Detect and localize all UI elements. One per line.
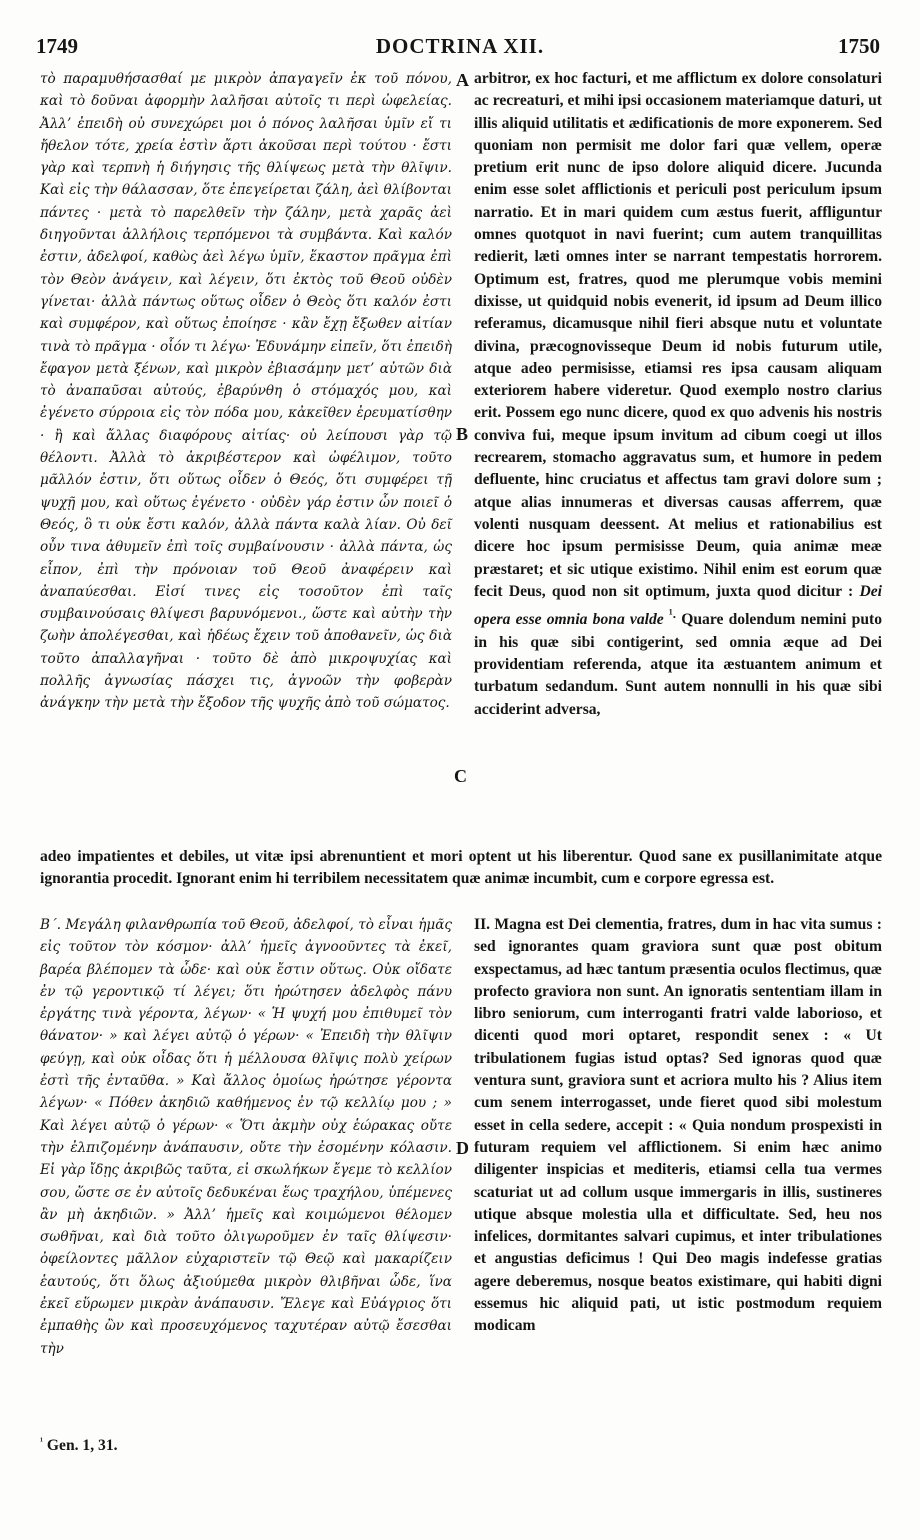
footnote [40, 1436, 118, 1455]
margin-letter-c: C [454, 766, 467, 786]
margin-letter-d: D [456, 1138, 469, 1158]
latin-text-top-body: arbitror, ex hoc facturi, et me afflictum ex dolore consolaturi ac recreaturi, et mihi ipsi occasionem materiamque daturi, ut illis aliquid utilitatis et ædificationis de more exponerem. Sed quoniam non permisit me dolor fari quæ vellem, operæ pretium erit nunc de ipso dolore aliquid dicere. Jucunda enim esse solet afflictionis et periculi post periculum ipsum narratio. Et in mari quidem cum æstus fuerit, affliguntur omnes quotquot in navi fuerint; cum autem tranquillitas redierit, læti omnes inter se narrant tempestatis horrorem. Optimum est, fratres, quod me plerumque vobis memini dixisse, ut quidquid nobis evenerit, id ipsum ad Deum illico referamus, dicamusque nihil fieri absque nutu et voluntate divina, præcognovisseque Deum id nobis futurum utile, atque adeo permisisse, etiamsi res ipsa causam aliquam exteriorem habere videretur. Quod exemplo nostro clarius erit. Possem ego nunc dicere, quod ex quo advenis his nostris conviva fui, meque ipsum invitum ad cibum coegi ut illos recrearem, stomacho aggravatus sum, et humore in pedem defluente, hinc cruciatus et affectus tam gravi dolore sum ; atque alias innumeras et diversas causas afferrem, quæ volenti nusquam deessent. At melius et rationabilius est dicere hoc ipsum permisisse Deum, quia animæ meæ præstaret; et sic utique existimo. Nihil enim est eorum quæ fecit Deus, quod non sit optimum, juxta quod dicitur : [474, 70, 882, 600]
latin-text-top-end: Quare dolendum nemini puto in his quæ sibi contigerint, sed omnia æque ad Dei providentiam referenda, atque ita æstuantem animum et turbatum sedandum. Sunt autem nonnulli in his quæ sibi acciderint adversa, [474, 611, 882, 718]
latin-text-column-top [474, 68, 882, 721]
greek-text-column-top: τὸ παραμυθήσασθαί με μικρὸν ἀπαγαγεῖν ἐκ τοῦ πόνου, καὶ τὸ δοῦναι ἀφορμὴν λαλῆσαι αὐτοῖς τι περὶ ὠφελείας. Ἀλλ’ ἐπειδὴ οὐ συνεχώρει μοι ὁ πόνος λαλῆσαι ὑμῖν εἴ τι ἤθελον τότε, χρεία ἐστὶν ἄρτι ἀκοῦσαι περὶ τούτου · ἔστι γὰρ καὶ τερπνὴ ἡ διήγησις τῆς θλίψεως μετὰ τὴν θλῖψιν. Καὶ εἰς τὴν θάλασσαν, ὅτε ἐπεγείρεται ζάλη, ἀεὶ θλίβονται πάντες · μετὰ τὸ παρελθεῖν τὴν ζάλην, μετὰ χαρᾶς ἀεὶ διηγοῦνται ἀλλήλοις τερπόμενοι τὰ συμβάντα. Καὶ καλόν ἐστιν, ἀδελφοί, καθὼς ἀεὶ λέγω ὑμῖν, ἕκαστον πρᾶγμα ἐπὶ τὸν Θεὸν ἀνάγειν, καὶ λέγειν, ὅτι ἐκτὸς τοῦ Θεοῦ οὐδὲν γίνεται· ἀλλὰ πάντως οὕτως οἶδεν ὁ Θεὸς ὅτι καλόν ἐστι καὶ συμφέρον, καὶ οὕτως ἐποίησε · κἂν ἔχῃ ἔξωθεν αἰτίαν τινὰ τὸ πρᾶγμα · οἷόν τι λέγω· Ἐδυνάμην εἰπεῖν, ὅτι ἐπειδὴ ἔφαγον μετὰ ξένων, καὶ μικρὸν ἐβιασάμην μετ’ αὐτῶν διὰ τὸ ἀναπαῦσαι αὐτούς, ἐβαρύνθη ὁ στόμαχός μου, καὶ ἐγένετο σύρροια εἰς τὸν πόδα μου, κἀκεῖθεν ἐρευματίσθην · ἢ καὶ ἄλλας διαφόρους αἰτίας· οὐ λείπουσι γὰρ τῷ θέλοντι. Ἀλλὰ τὸ ἀκριβέστερον καὶ ὠφέλιμον, τοῦτο μᾶλλόν ἐστιν, ὅτι οὕτως οἶδεν ὁ Θεός, ὅτι συμφέρει τῇ ψυχῇ μου, καὶ οὕτως ἐγένετο · οὐδὲν γάρ ἐστιν ὧν ποιεῖ ὁ Θεός, ὃ τι οὐκ ἔστι καλόν, ἀλλὰ πάντα καλὰ λίαν. Οὐ δεῖ οὖν τινα ἀθυμεῖν ἐπὶ τοῖς συμβαίνουσιν · ἀλλὰ πάντα, ὡς εἶπον, ἐπὶ τὴν πρόνοιαν τοῦ Θεοῦ ἀναφέρειν καὶ ἀναπαύεσθαι. Εἰσί τινες εἰς τοσοῦτον ἐπὶ ταῖς συμβαινούσαις θλίψεσι βαρυνόμενοι., ὥστε καὶ αὐτὴν τὴν ζωὴν ἀπολέγεσθαι, καὶ ἡδέως ἔχειν τοῦ ἀποθανεῖν, ὡς διὰ τοῦτο ἀπαλλαγῆναι · τοῦτο δὲ ἀπὸ μικροψυχίας καὶ πολλῆς ἀγνωσίας πάσχει τις, ἀγνοῶν τὴν φοβερὰν ἀνάγκην τὴν μετὰ τὴν ἔξοδον τῆς ψυχῆς ἀπὸ τοῦ σώματος. [40, 71, 452, 712]
running-title: DOCTRINA XII. [375, 34, 545, 58]
margin-letter-b: B [456, 424, 469, 444]
footnote-marker: ¹ [40, 1436, 43, 1447]
footnote-reference: ¹. [668, 606, 677, 622]
greek-text-column-bottom: Β΄. Μεγάλη φιλανθρωπία τοῦ Θεοῦ, ἀδελφοί, τὸ εἶναι ἡμᾶς εἰς τοῦτον τὸν κόσμον· ἀλλ’ ἡμεῖς ἀγνοοῦντες τὰ ἐκεῖ, βαρέα βλέπομεν τὰ ὧδε· καὶ οὐκ ἔστιν οὕτως. Οὐκ οἴδατε ἐν τῷ γεροντικῷ τί λέγει; ὅτι ἠρώτησεν ἀδελφὸς πάνυ ἐργάτης τινὰ γέροντα, λέγων· « Ἡ ψυχή μου ἐπιθυμεῖ τὸν θάνατον· » καὶ λέγει αὐτῷ ὁ γέρων· « Ἐπειδὴ τὴν θλῖψιν φεύγῃ, καὶ οὐκ οἶδας ὅτι ἡ μέλλουσα θλῖψις πολὺ χείρων ἐστὶ τῆς ἐνταῦθα. » Καὶ ἄλλος ὁμοίως ἠρώτησε γέροντα λέγων· « Πόθεν ἀκηδιῶ καθήμενος ἐν τῷ κελλίῳ μου ; » Καὶ λέγει αὐτῷ ὁ γέρων· « Ὅτι ἀκμὴν οὐχ ἑώρακας οὔτε τὴν ἐλπιζομένην ἀνάπαυσιν, οὔτε τὴν ἐσομένην κόλασιν. Εἰ γὰρ ἴδῃς ἀκριβῶς ταῦτα, εἰ σκωλήκων ἔγεμε τὸ κελλίον σου, ὥστε σε ἐν αὐτοῖς δεδυκέναι ἕως τραχήλου, ὑπέμενες ἂν μὴ ἀκηδιῶν. » Ἀλλ’ ἡμεῖς καὶ κοιμώμενοι θέλομεν σωθῆναι, καὶ διὰ τοῦτο ὀλιγωροῦμεν ἐν ταῖς θλίψεσιν· ὀφείλοντες μᾶλλον εὐχαριστεῖν τῷ Θεῷ καὶ μακαρίζειν ἑαυτούς, ὅτι ὅλως ἀξιούμεθα μικρὸν θλιβῆναι ὧδε, ἵνα ἐκεῖ εὕρωμεν μικρὰν ἀνάπαυσιν. Ἔλεγε καὶ Εὐάγριος ὅτι ἐμπαθὴς ὢν καὶ προσευχόμενος ταχυτέραν αὐτῷ ἔσεσθαι τὴν [40, 917, 452, 1357]
latin-text-column-bottom: II. Magna est Dei clementia, fratres, dum in hac vita sumus : sed ignorantes quam graviora sunt quæ post obitum exspectamus, ad hæc tantum præsentia oculos flectimus, quæ profecto graviora non sunt. An ignoratis sententiam illam in libro seniorum, cum interroganti fratri valde laborioso, et dicenti quod mori optaret, respondit senex : « Ut tribulationem fugias istud optas? Sed ignoras quod quæ ventura sunt, graviora sunt et acriora multo his ? Alius item cum senem interrogasset, unde fieret quod sibi molestum esset in cella sedere, accepit : « Quia nondum prospexisti in futuram requiem vel afflictionem. Si enim hæc animo diligenter inspicias et mediteris, etiamsi cella tua vermes scaturiat ut ad collum usque immergaris in illis, sustineres utique absque molestia ulla et difficultate. Sed, heu nos infelices, dormitantes salvari cupimus, et inter tribulationes et angustias deficimus ! Qui Deo magis indefesse gratias agere deberemus, nosque beatos existimare, qui habiti digni essemus hic aliquid pati, ut istic postmodum requiem modicam [474, 916, 882, 1335]
footnote-text: Gen. 1, 31. [46, 1437, 118, 1455]
margin-letter-a: A [456, 70, 469, 90]
latin-text-spanning-line: adeo impatientes et debiles, ut vitæ ipsi abrenuntient et mori optent ut his liberentur. Quod sane ex pusillanimitate atque ignorantia procedit. Ignorant enim hi terribilem necessitatem quæ animæ incumbit, cum e corpore egressa est. [40, 848, 882, 888]
scripture-quote: Dei opera esse omnia bona valde [474, 582, 882, 629]
column-number-left: 1749 [36, 34, 78, 58]
column-number-right: 1750 [838, 34, 880, 58]
